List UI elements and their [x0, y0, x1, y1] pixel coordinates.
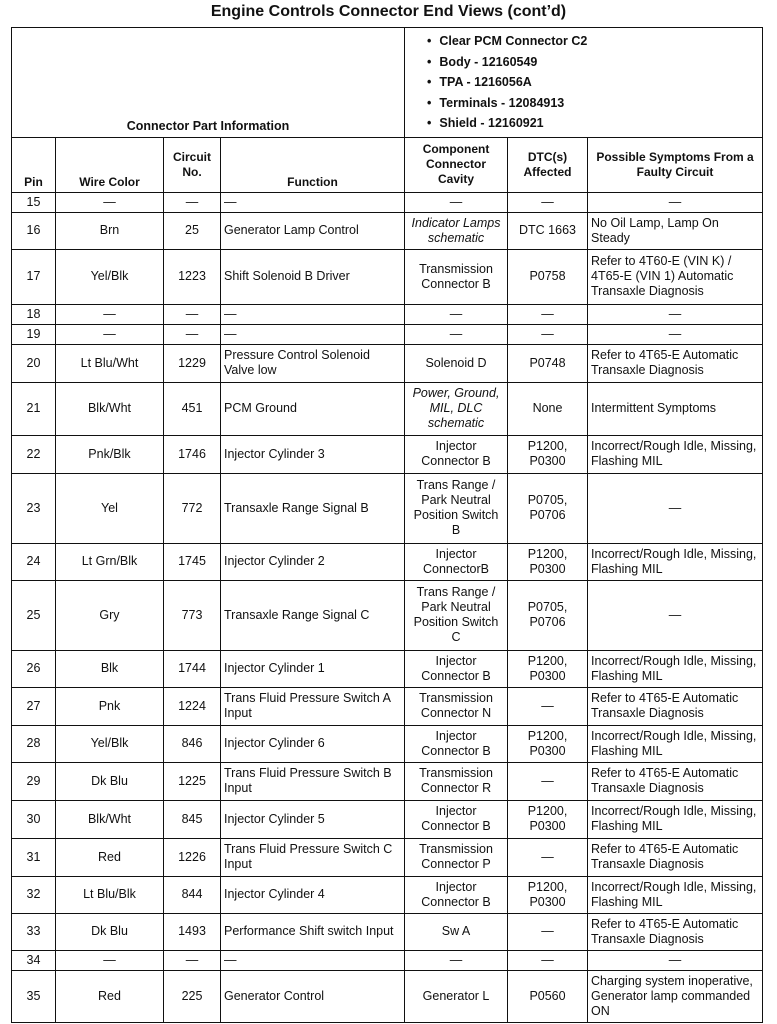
row-cavity: Injector ConnectorB	[405, 543, 508, 580]
connector-part-info-label: Connector Part Information	[12, 28, 405, 138]
row-wire-color: Pnk/Blk	[56, 435, 164, 473]
row-symptoms: Charging system inoperative, Generator lamp commanded ON	[588, 970, 763, 1022]
row-cavity: Transmission Connector N	[405, 687, 508, 725]
row-symptoms: Refer to 4T65-E Automatic Transaxle Diagnosis	[588, 838, 763, 876]
row-wire-color: Lt Grn/Blk	[56, 543, 164, 580]
row-dtc: —	[508, 913, 588, 950]
row-wire-color: Red	[56, 970, 164, 1022]
row-symptoms: Refer to 4T60-E (VIN K) / 4T65-E (VIN 1) Automatic Transaxle Diagnosis	[588, 249, 763, 304]
row-pin: 21	[12, 382, 56, 435]
row-function: Injector Cylinder 4	[221, 876, 405, 913]
row-circuit: —	[164, 324, 221, 344]
row-function: Trans Fluid Pressure Switch C Input	[221, 838, 405, 876]
row-pin: 20	[12, 344, 56, 382]
row-symptoms: —	[588, 580, 763, 650]
connector-table	[11, 27, 763, 1023]
row-cavity: Injector Connector B	[405, 725, 508, 762]
row-symptoms: Incorrect/Rough Idle, Missing, Flashing MIL	[588, 876, 763, 913]
row-pin: 23	[12, 473, 56, 543]
header-cavity: Component Connector Cavity	[405, 137, 508, 192]
row-symptoms: Intermittent Symptoms	[588, 382, 763, 435]
row-pin: 34	[12, 950, 56, 970]
row-cavity: Injector Connector B	[405, 800, 508, 838]
row-dtc: —	[508, 950, 588, 970]
row-cavity: Transmission Connector B	[405, 249, 508, 304]
row-wire-color: Dk Blu	[56, 913, 164, 950]
row-cavity: Generator L	[405, 970, 508, 1022]
row-pin: 27	[12, 687, 56, 725]
row-dtc: —	[508, 324, 588, 344]
table-row	[12, 304, 763, 324]
row-function: Injector Cylinder 6	[221, 725, 405, 762]
row-circuit: 25	[164, 212, 221, 249]
info-item: • TPA - 1216056A	[411, 72, 756, 93]
row-symptoms: Refer to 4T65-E Automatic Transaxle Diagnosis	[588, 913, 763, 950]
row-function: Pressure Control Solenoid Valve low	[221, 344, 405, 382]
row-cavity: —	[405, 192, 508, 212]
row-pin: 26	[12, 650, 56, 687]
table-row	[12, 838, 763, 876]
row-wire-color: Lt Blu/Wht	[56, 344, 164, 382]
info-item: • Terminals - 12084913	[411, 93, 756, 114]
row-pin: 24	[12, 543, 56, 580]
row-function: Transaxle Range Signal C	[221, 580, 405, 650]
row-dtc: P1200, P0300	[508, 876, 588, 913]
row-symptoms: —	[588, 192, 763, 212]
row-circuit: —	[164, 192, 221, 212]
row-wire-color: Yel/Blk	[56, 249, 164, 304]
table-row	[12, 913, 763, 950]
row-cavity: —	[405, 304, 508, 324]
info-item: • Clear PCM Connector C2	[411, 31, 756, 52]
row-wire-color: Dk Blu	[56, 762, 164, 800]
row-dtc: P1200, P0300	[508, 800, 588, 838]
row-symptoms: Incorrect/Rough Idle, Missing, Flashing MIL	[588, 543, 763, 580]
row-symptoms: No Oil Lamp, Lamp On Steady	[588, 212, 763, 249]
row-wire-color: —	[56, 192, 164, 212]
row-cavity: —	[405, 324, 508, 344]
table-row	[12, 324, 763, 344]
row-function: Generator Control	[221, 970, 405, 1022]
row-wire-color: Blk/Wht	[56, 382, 164, 435]
table-row	[12, 192, 763, 212]
table-row	[12, 543, 763, 580]
row-pin: 29	[12, 762, 56, 800]
row-symptoms: —	[588, 473, 763, 543]
row-cavity: Power, Ground, MIL, DLC schematic	[405, 382, 508, 435]
row-dtc: None	[508, 382, 588, 435]
table-row	[12, 687, 763, 725]
row-circuit: 451	[164, 382, 221, 435]
row-symptoms: —	[588, 324, 763, 344]
row-symptoms: Incorrect/Rough Idle, Missing, Flashing MIL	[588, 800, 763, 838]
row-pin: 19	[12, 324, 56, 344]
row-dtc: DTC 1663	[508, 212, 588, 249]
row-symptoms: Incorrect/Rough Idle, Missing, Flashing MIL	[588, 650, 763, 687]
info-item: • Body - 12160549	[411, 52, 756, 73]
row-symptoms: Incorrect/Rough Idle, Missing, Flashing MIL	[588, 725, 763, 762]
row-circuit: 1745	[164, 543, 221, 580]
table-row	[12, 970, 763, 1022]
row-pin: 25	[12, 580, 56, 650]
row-function: —	[221, 304, 405, 324]
row-pin: 17	[12, 249, 56, 304]
row-pin: 16	[12, 212, 56, 249]
row-wire-color: Red	[56, 838, 164, 876]
row-symptoms: —	[588, 304, 763, 324]
row-wire-color: Yel	[56, 473, 164, 543]
row-dtc: P1200, P0300	[508, 543, 588, 580]
row-dtc: P1200, P0300	[508, 650, 588, 687]
table-row	[12, 435, 763, 473]
row-function: Trans Fluid Pressure Switch A Input	[221, 687, 405, 725]
table-row	[12, 762, 763, 800]
row-circuit: 772	[164, 473, 221, 543]
row-cavity: Injector Connector B	[405, 650, 508, 687]
row-symptoms: Refer to 4T65-E Automatic Transaxle Diagnosis	[588, 762, 763, 800]
row-symptoms: Incorrect/Rough Idle, Missing, Flashing MIL	[588, 435, 763, 473]
row-function: Transaxle Range Signal B	[221, 473, 405, 543]
row-function: Injector Cylinder 1	[221, 650, 405, 687]
row-circuit: —	[164, 304, 221, 324]
row-circuit: 846	[164, 725, 221, 762]
row-circuit: 845	[164, 800, 221, 838]
table-row	[12, 876, 763, 913]
row-pin: 33	[12, 913, 56, 950]
row-function: Performance Shift switch Input	[221, 913, 405, 950]
row-dtc: P0758	[508, 249, 588, 304]
header-circuit: Circuit No.	[164, 137, 221, 192]
header-wire-color: Wire Color	[56, 137, 164, 192]
row-circuit: 1229	[164, 344, 221, 382]
header-dtc: DTC(s) Affected	[508, 137, 588, 192]
page-title: Engine Controls Connector End Views (cont’d)	[210, 3, 567, 20]
row-function: PCM Ground	[221, 382, 405, 435]
row-dtc: P1200, P0300	[508, 725, 588, 762]
row-pin: 18	[12, 304, 56, 324]
row-circuit: —	[164, 950, 221, 970]
row-symptoms: Refer to 4T65-E Automatic Transaxle Diagnosis	[588, 687, 763, 725]
row-wire-color: —	[56, 304, 164, 324]
row-wire-color: Blk/Wht	[56, 800, 164, 838]
row-cavity: Transmission Connector R	[405, 762, 508, 800]
table-row	[12, 212, 763, 249]
table-row	[12, 249, 763, 304]
row-pin: 35	[12, 970, 56, 1022]
row-wire-color: —	[56, 950, 164, 970]
row-wire-color: Blk	[56, 650, 164, 687]
row-function: —	[221, 192, 405, 212]
table-row	[12, 580, 763, 650]
row-dtc: —	[508, 687, 588, 725]
row-dtc: —	[508, 838, 588, 876]
row-pin: 28	[12, 725, 56, 762]
row-dtc: —	[508, 192, 588, 212]
table-row	[12, 950, 763, 970]
row-wire-color: —	[56, 324, 164, 344]
row-cavity: Sw A	[405, 913, 508, 950]
row-function: —	[221, 324, 405, 344]
row-circuit: 1493	[164, 913, 221, 950]
row-wire-color: Lt Blu/Blk	[56, 876, 164, 913]
header-function: Function	[221, 137, 405, 192]
row-dtc: P0560	[508, 970, 588, 1022]
row-pin: 32	[12, 876, 56, 913]
row-circuit: 1225	[164, 762, 221, 800]
row-dtc: —	[508, 304, 588, 324]
row-wire-color: Yel/Blk	[56, 725, 164, 762]
row-pin: 31	[12, 838, 56, 876]
row-wire-color: Pnk	[56, 687, 164, 725]
connector-info-row	[12, 28, 763, 138]
row-symptoms: —	[588, 950, 763, 970]
row-cavity: —	[405, 950, 508, 970]
table-row	[12, 725, 763, 762]
table-row	[12, 473, 763, 543]
row-function: Shift Solenoid B Driver	[221, 249, 405, 304]
row-cavity: Trans Range / Park Neutral Position Switch B	[405, 473, 508, 543]
header-symptoms: Possible Symptoms From a Faulty Circuit	[588, 137, 763, 192]
row-function: Injector Cylinder 2	[221, 543, 405, 580]
row-circuit: 1744	[164, 650, 221, 687]
row-circuit: 844	[164, 876, 221, 913]
row-circuit: 1224	[164, 687, 221, 725]
row-dtc: P0748	[508, 344, 588, 382]
table-header-row	[12, 137, 763, 192]
row-cavity: Indicator Lamps schematic	[405, 212, 508, 249]
row-circuit: 225	[164, 970, 221, 1022]
table-row	[12, 800, 763, 838]
row-function: —	[221, 950, 405, 970]
row-circuit: 1746	[164, 435, 221, 473]
row-wire-color: Brn	[56, 212, 164, 249]
row-pin: 15	[12, 192, 56, 212]
row-cavity: Transmission Connector P	[405, 838, 508, 876]
row-function: Generator Lamp Control	[221, 212, 405, 249]
row-function: Injector Cylinder 3	[221, 435, 405, 473]
row-wire-color: Gry	[56, 580, 164, 650]
row-cavity: Solenoid D	[405, 344, 508, 382]
table-row	[12, 344, 763, 382]
table-row	[12, 382, 763, 435]
row-cavity: Trans Range / Park Neutral Position Switch C	[405, 580, 508, 650]
table-row	[12, 650, 763, 687]
connector-part-info-list	[405, 28, 763, 138]
header-pin: Pin	[12, 137, 56, 192]
row-symptoms: Refer to 4T65-E Automatic Transaxle Diagnosis	[588, 344, 763, 382]
row-circuit: 1226	[164, 838, 221, 876]
info-item: • Shield - 12160921	[411, 113, 756, 134]
row-pin: 30	[12, 800, 56, 838]
row-circuit: 773	[164, 580, 221, 650]
row-dtc: P0705, P0706	[508, 473, 588, 543]
row-pin: 22	[12, 435, 56, 473]
row-dtc: P1200, P0300	[508, 435, 588, 473]
row-function: Injector Cylinder 5	[221, 800, 405, 838]
row-dtc: P0705, P0706	[508, 580, 588, 650]
row-function: Trans Fluid Pressure Switch B Input	[221, 762, 405, 800]
row-dtc: —	[508, 762, 588, 800]
row-cavity: Injector Connector B	[405, 876, 508, 913]
row-cavity: Injector Connector B	[405, 435, 508, 473]
row-circuit: 1223	[164, 249, 221, 304]
